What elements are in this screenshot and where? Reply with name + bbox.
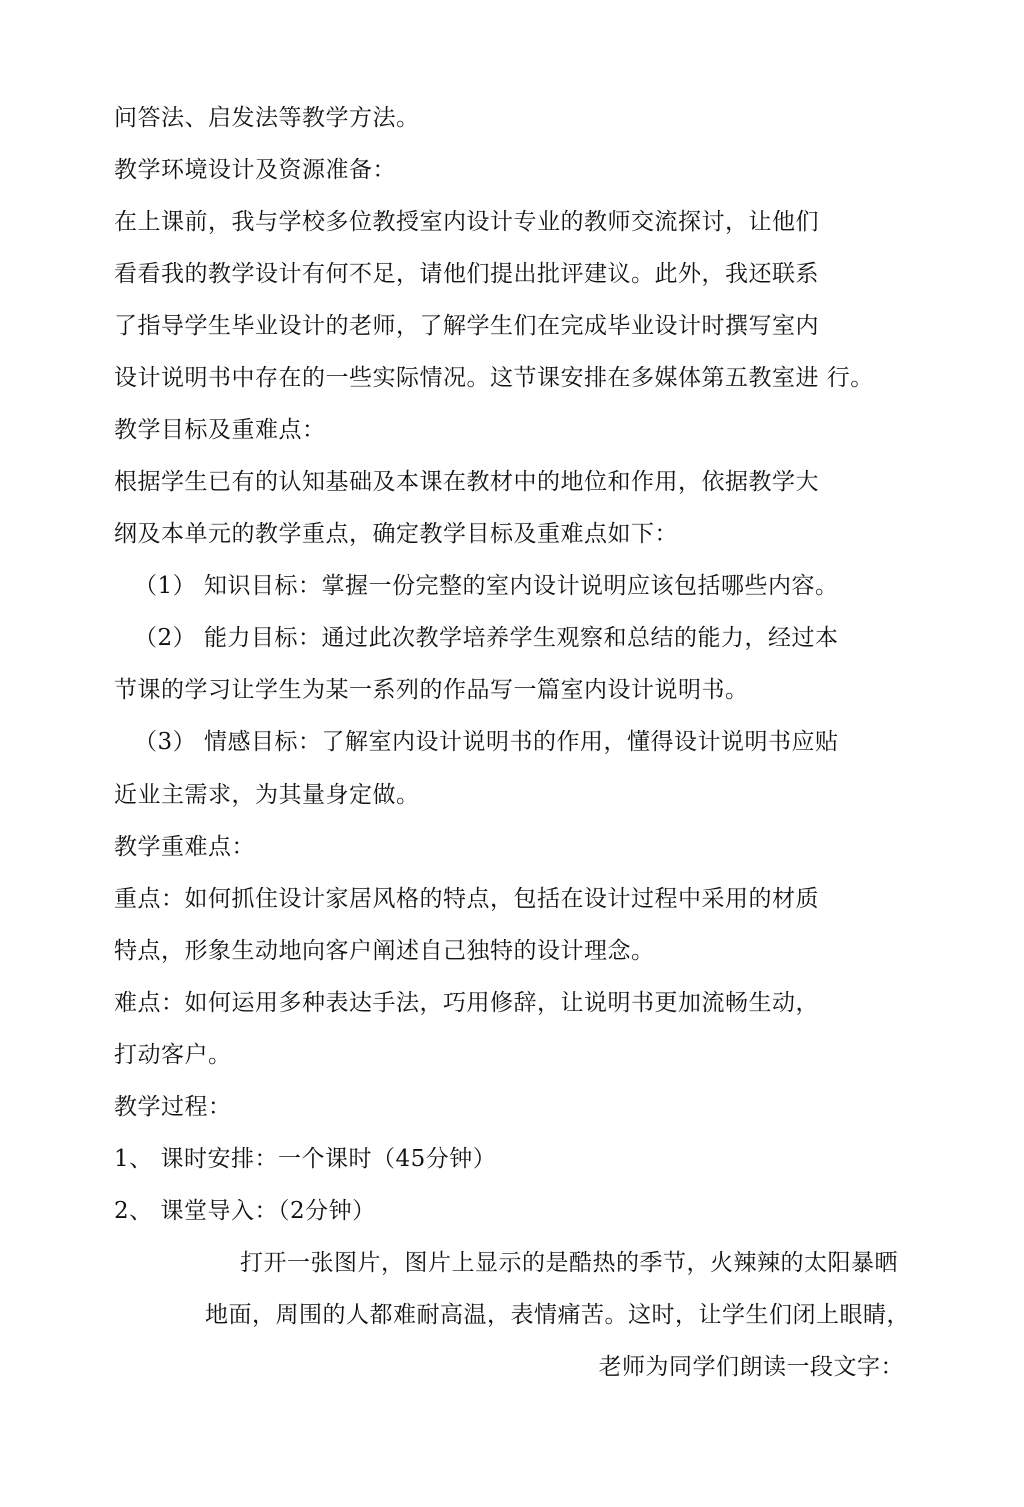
text-line: 难点：如何运用多种表达手法，巧用修辞，让说明书更加流畅生动， [114,990,819,1016]
text-line: 在上课前，我与学校多位教授室内设计专业的教师交流探讨，让他们 [114,209,819,235]
text-line: 纲及本单元的教学重点，确定教学目标及重难点如下： [114,521,678,547]
text-line: 设计说明书中存在的一些实际情况。这节课安排在多媒体第五教室进 行。 [114,365,874,391]
list-item: （2） 能力目标：通过此次教学培养学生观察和总结的能力，经过本 [134,625,839,651]
section-heading: 教学环境设计及资源准备： [114,157,396,183]
text-line: 节课的学习让学生为某一系列的作品写一篇室内设计说明书。 [114,677,749,703]
list-item: （1） 知识目标：掌握一份完整的室内设计说明应该包括哪些内容。 [134,573,839,599]
text-line: 根据学生已有的认知基础及本课在教材中的地位和作用，依据教学大 [114,469,819,495]
text-line: 重点：如何抓住设计家居风格的特点，包括在设计过程中采用的材质 [114,886,819,912]
text-line: 老师为同学们朗读一段文字： [598,1354,904,1380]
section-heading: 教学过程： [114,1094,232,1120]
text-line: 了指导学生毕业设计的老师，了解学生们在完成毕业设计时撰写室内 [114,313,819,339]
list-item: （3） 情感目标：了解室内设计说明书的作用，懂得设计说明书应贴 [134,729,839,755]
section-heading: 教学重难点： [114,834,255,860]
list-item: 2、 课堂导入：（2分钟） [114,1198,376,1224]
section-heading: 教学目标及重难点： [114,417,326,443]
text-line: 打开一张图片，图片上显示的是酷热的季节，火辣辣的太阳暴晒 [240,1250,898,1276]
text-line: 看看我的教学设计有何不足，请他们提出批评建议。此外，我还联系 [114,261,819,287]
text-line: 问答法、启发法等教学方法。 [114,105,420,131]
text-line: 地面，周围的人都难耐高温，表情痛苦。这时，让学生们闭上眼睛， [205,1302,910,1328]
text-line: 打动客户。 [114,1042,232,1068]
text-line: 近业主需求，为其量身定做。 [114,782,420,808]
text-line: 特点，形象生动地向客户阐述自己独特的设计理念。 [114,938,655,964]
list-item: 1、 课时安排：一个课时（45分钟） [114,1146,497,1172]
